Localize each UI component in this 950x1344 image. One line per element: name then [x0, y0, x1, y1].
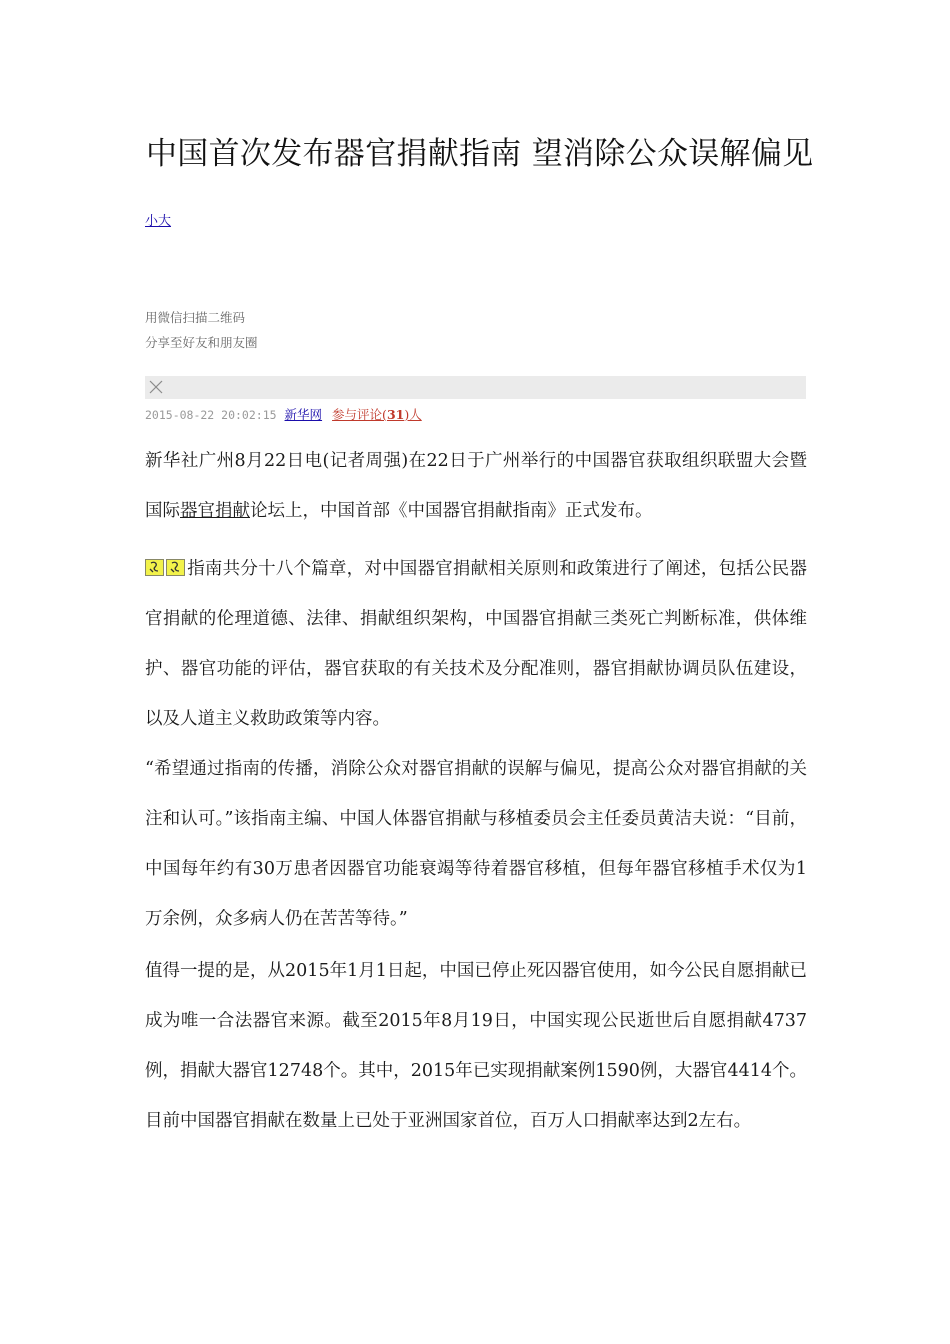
- article-meta: [145, 405, 422, 423]
- author-link[interactable]: 小大: [145, 214, 172, 229]
- close-icon[interactable]: [147, 378, 165, 396]
- paragraph-1: [145, 436, 807, 536]
- paragraph-2-text: 指南共分十八个篇章，对中国器官捐献相关原则和政策进行了阐述，包括公民器官捐献的伦理道德、法律、捐献组织架构，中国器官捐献三类死亡判断标准，供体维护、器官功能的评估，器官获取的有关技术及分配准则，器官捐献协调员队伍建设，以及人道主义救助政策等内容。: [145, 559, 807, 729]
- source-link[interactable]: 新华网: [284, 407, 323, 422]
- qr-share-hint-line1: 用微信扫描二维码: [145, 310, 246, 325]
- paragraph-1-text-start: 新华社广州8月22日电(记者周强)在22日于广州举行的中国器官获取组织联盟大会暨国际: [145, 451, 807, 521]
- paragraph-2: [145, 544, 807, 744]
- comments-count: 31: [386, 407, 405, 422]
- comments-link[interactable]: [332, 407, 422, 422]
- share-close-bar: [145, 376, 806, 399]
- qr-share-hint-line2: 分享至好友和朋友圈: [145, 335, 258, 350]
- publish-datetime: 2015-08-22 20:02:15: [145, 408, 277, 422]
- paragraph-1-text-end: 论坛上，中国首部《中国器官捐献指南》正式发布。: [250, 501, 653, 521]
- broken-image-icon: [145, 559, 164, 576]
- page-title: 中国首次发布器官捐献指南 望消除公众误解偏见: [146, 136, 814, 172]
- organ-donation-link[interactable]: 器官捐献: [180, 501, 250, 521]
- comments-prefix: 参与评论(: [332, 407, 387, 422]
- broken-image-icon: [166, 559, 185, 576]
- comments-suffix: )人: [404, 407, 422, 422]
- paragraph-3: “希望通过指南的传播，消除公众对器官捐献的误解与偏见，提高公众对器官捐献的关注和认可。”该指南主编、中国人体器官捐献与移植委员会主任委员黄洁夫说：“目前，中国每年约有30万患者因器官功能衰竭等待着器官移植，但每年器官移植手术仅为1万余例，众多病人仍在苦苦等待。”: [145, 759, 807, 929]
- paragraph-4: 值得一提的是，从2015年1月1日起，中国已停止死囚器官使用，如今公民自愿捐献已成为唯一合法器官来源。截至2015年8月19日，中国实现公民逝世后自愿捐献4737例，捐献大器官12748个。其中，2015年已实现捐献案例1590例，大器官4414个。目前中国器官捐献在数量上已处于亚洲国家首位，百万人口捐献率达到2左右。: [145, 961, 807, 1131]
